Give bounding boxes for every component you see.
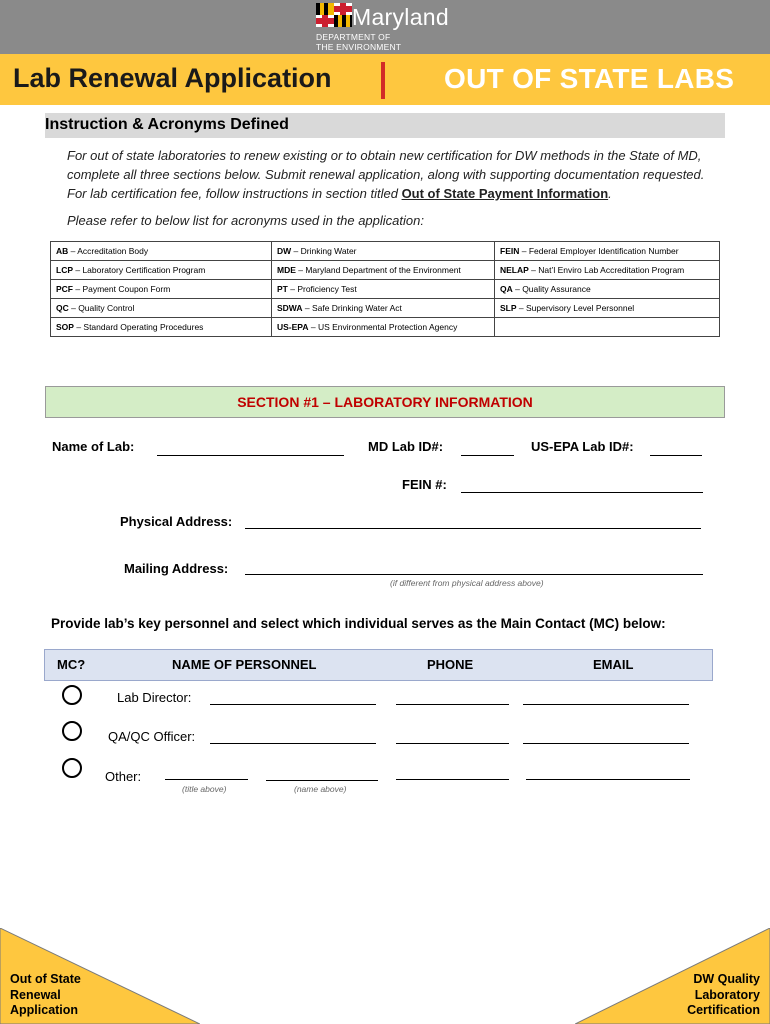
page-subtitle: OUT OF STATE LABS xyxy=(444,63,735,94)
lab-director-label: Lab Director: xyxy=(117,690,192,705)
acronym-definition: – Accreditation Body xyxy=(68,246,149,256)
md-lab-id-field[interactable] xyxy=(461,455,514,456)
mailing-address-field[interactable] xyxy=(245,574,703,575)
payment-info-link[interactable]: Out of State Payment Information xyxy=(401,186,609,201)
acronym-definition: – Proficiency Test xyxy=(287,284,357,294)
acronym-abbr: SLP xyxy=(500,303,517,313)
acronym-abbr: AB xyxy=(56,246,69,256)
personnel-title: Provide lab’s key personnel and select which individual serves as the Main Contact (MC) below: xyxy=(51,616,666,631)
epa-lab-id-field[interactable] xyxy=(650,455,702,456)
acronym-cell xyxy=(272,261,495,280)
acronym-note: Please refer to below list for acronyms used in the application: xyxy=(67,213,424,228)
acronym-definition: – Supervisory Level Personnel xyxy=(516,303,635,313)
fein-label: FEIN #: xyxy=(402,477,447,492)
qaqc-officer-phone-field[interactable] xyxy=(396,743,509,744)
acronym-abbr: PCF xyxy=(56,284,73,294)
mailing-address-label: Mailing Address: xyxy=(124,561,229,576)
other-name-field[interactable] xyxy=(266,780,378,781)
acronym-abbr: QC xyxy=(56,303,69,313)
physical-address-label: Physical Address: xyxy=(120,514,233,529)
column-header-phone: PHONE xyxy=(427,657,474,672)
acronym-cell xyxy=(495,280,720,299)
acronym-cell xyxy=(272,299,495,318)
lab-director-name-field[interactable] xyxy=(210,704,376,705)
epa-lab-id-label: US-EPA Lab ID#: xyxy=(531,439,634,454)
acronym-cell xyxy=(272,318,495,337)
acronym-cell xyxy=(51,299,272,318)
acronym-definition: – US Environmental Protection Agency xyxy=(308,322,458,332)
lab-director-email-field[interactable] xyxy=(523,704,689,705)
other-title-field[interactable] xyxy=(165,779,248,780)
acronym-row xyxy=(51,280,720,299)
instructions-paragraph: For out of state laboratories to renew existing or to obtain new certification for DW methods in the State of MD, complete all three sections below. Submit renewal application, along with supporting documentation requested. For lab certification fee, follow instructions in section titled Out of State Payment Information. xyxy=(67,148,705,201)
name-hint: (name above) xyxy=(294,784,347,794)
acronym-row xyxy=(51,242,720,261)
md-lab-id-label: MD Lab ID#: xyxy=(368,439,444,454)
logo-subtitle: DEPARTMENT OF THE ENVIRONMENT xyxy=(316,32,402,52)
acronym-cell xyxy=(51,261,272,280)
acronym-abbr: FEIN xyxy=(500,246,520,256)
acronym-abbr: DW xyxy=(277,246,292,256)
fein-field[interactable] xyxy=(461,492,703,493)
acronym-row xyxy=(51,299,720,318)
acronym-definition: – Safe Drinking Water Act xyxy=(302,303,402,313)
footer-left-text: Out of State Renewal Application xyxy=(10,972,81,1017)
acronym-cell xyxy=(495,261,720,280)
acronym-row xyxy=(51,261,720,280)
other-email-field[interactable] xyxy=(526,779,690,780)
acronym-abbr: MDE xyxy=(277,265,296,275)
acronym-abbr: PT xyxy=(277,284,288,294)
title-hint: (title above) xyxy=(182,784,227,794)
acronym-definition: – Quality Control xyxy=(68,303,135,313)
other-label: Other: xyxy=(105,769,142,784)
acronym-definition: – Drinking Water xyxy=(291,246,357,256)
acronym-abbr: SDWA xyxy=(277,303,303,313)
lab-director-phone-field[interactable] xyxy=(396,704,509,705)
acronym-cell xyxy=(495,242,720,261)
mailing-address-hint: (if different from physical address above) xyxy=(390,578,544,588)
lab-name-field[interactable] xyxy=(157,455,344,456)
acronym-abbr: QA xyxy=(500,284,513,294)
acronym-cell xyxy=(51,242,272,261)
acronym-abbr: LCP xyxy=(56,265,73,275)
column-header-email: EMAIL xyxy=(593,657,634,672)
logo-name: Maryland xyxy=(352,4,449,30)
page-title: Lab Renewal Application xyxy=(13,63,332,93)
section1-heading-bar xyxy=(45,386,725,418)
acronym-definition: – Federal Employer Identification Number xyxy=(519,246,679,256)
qaqc-officer-label: QA/QC Officer: xyxy=(108,729,196,744)
acronym-cell xyxy=(51,280,272,299)
physical-address-field[interactable] xyxy=(245,528,701,529)
acronym-definition: – Laboratory Certification Program xyxy=(73,265,206,275)
acronym-definition: – Nat’l Enviro Lab Accreditation Program xyxy=(528,265,685,275)
mc-radio-qaqc-officer[interactable] xyxy=(62,721,82,741)
acronym-definition: – Quality Assurance xyxy=(512,284,591,294)
acronym-definition: – Standard Operating Procedures xyxy=(73,322,204,332)
other-phone-field[interactable] xyxy=(396,779,509,780)
personnel-table-header xyxy=(44,649,713,681)
mc-radio-other[interactable] xyxy=(62,758,82,778)
maryland-flag-icon xyxy=(316,3,352,27)
acronym-cell xyxy=(51,318,272,337)
acronym-cell xyxy=(495,318,720,337)
acronym-abbr: SOP xyxy=(56,322,74,332)
acronym-table xyxy=(50,241,720,337)
acronym-definition: – Maryland Department of the Environment xyxy=(295,265,461,275)
acronym-cell xyxy=(272,280,495,299)
qaqc-officer-name-field[interactable] xyxy=(210,743,376,744)
section1-heading: SECTION #1 – LABORATORY INFORMATION xyxy=(237,394,533,410)
acronym-row xyxy=(51,318,720,337)
instructions-heading: Instruction & Acronyms Defined xyxy=(45,116,289,133)
acronym-abbr: NELAP xyxy=(500,265,529,275)
mc-radio-lab-director[interactable] xyxy=(62,685,82,705)
acronym-cell xyxy=(495,299,720,318)
footer-right-text: DW Quality Laboratory Certification xyxy=(687,972,760,1017)
title-divider xyxy=(381,62,385,99)
instructions-heading-bar xyxy=(45,113,725,138)
lab-name-label: Name of Lab: xyxy=(52,439,135,454)
acronym-definition: – Payment Coupon Form xyxy=(73,284,171,294)
column-header-name: NAME OF PERSONNEL xyxy=(172,657,317,672)
qaqc-officer-email-field[interactable] xyxy=(523,743,689,744)
column-header-mc: MC? xyxy=(57,657,86,672)
acronym-cell xyxy=(272,242,495,261)
acronym-abbr: US-EPA xyxy=(277,322,309,332)
